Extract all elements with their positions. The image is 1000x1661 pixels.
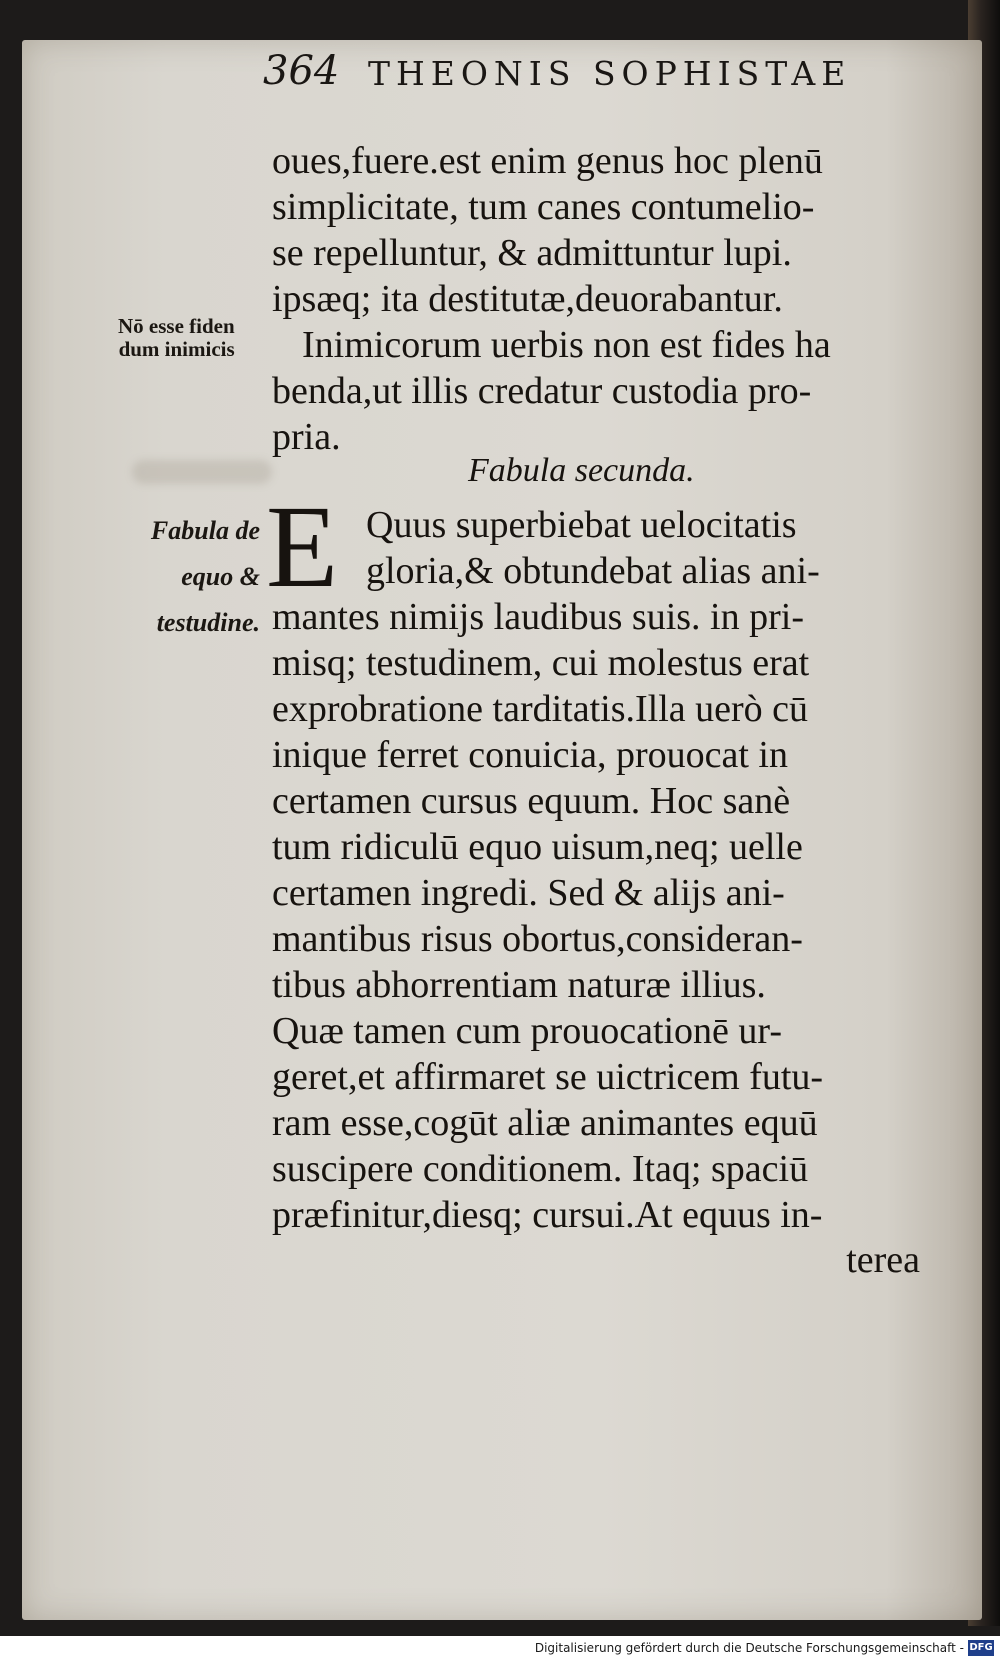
text-line: tum ridiculū equo uisum,neq; uelle (272, 826, 803, 868)
text-line: Inimicorum uerbis non est fides ha (302, 324, 831, 366)
running-head: THEONIS SOPHISTAE (368, 54, 852, 93)
text-line: tibus abhorrentiam naturæ illius. (272, 964, 766, 1006)
page-header (263, 48, 883, 104)
text-line: mantibus risus obortus,consideran- (272, 918, 803, 960)
catchword: terea (846, 1239, 920, 1281)
footer-bar (0, 1636, 1000, 1661)
text-line: Quus superbiebat uelocitatis (366, 504, 797, 546)
text-line: Quæ tamen cum prouocationē ur- (272, 1010, 782, 1052)
dfg-logo: DFG (968, 1640, 994, 1656)
footer-credit: Digitalisierung gefördert durch die Deutsche Forschungsgemeinschaft - (534, 1641, 964, 1655)
fable-heading: Fabula secunda. (468, 452, 695, 489)
margin-note-2 (130, 508, 260, 646)
text-line: mantes nimijs laudibus suis. in pri- (272, 596, 804, 638)
margin-note-line: equo & (181, 562, 260, 591)
text-line: certamen ingredi. Sed & alijs ani- (272, 872, 785, 914)
text-line: simplicitate, tum canes contumelio- (272, 186, 815, 228)
margin-note-line: Nō esse fiden (118, 314, 235, 338)
margin-note-line: testudine. (156, 608, 260, 637)
text-line: gloria,& obtundebat alias ani- (366, 550, 820, 592)
drop-cap: E (266, 481, 339, 612)
text-line: ipsæq; ita destitutæ,deuorabantur. (272, 278, 783, 320)
text-line: se repelluntur, & admittuntur lupi. (272, 232, 792, 274)
text-line: pria. (272, 416, 341, 458)
margin-note-1 (118, 315, 235, 361)
text-line: exprobratione tarditatis.Illa uerò cū (272, 688, 809, 730)
ink-smudge (132, 460, 272, 484)
text-line: inique ferret conuicia, prouocat in (272, 734, 788, 776)
text-line: benda,ut illis credatur custodia pro- (272, 370, 812, 412)
text-line: misq; testudinem, cui molestus erat (272, 642, 810, 684)
text-line: geret,et affirmaret se uictricem futu- (272, 1056, 824, 1098)
page-number: 364 (263, 48, 340, 94)
margin-note-line: dum inimicis (118, 337, 235, 361)
text-line: suscipere conditionem. Itaq; spaciū (272, 1148, 809, 1190)
margin-note-line: Fabula de (150, 516, 260, 545)
text-line: præfinitur,diesq; cursui.At equus in- (272, 1194, 823, 1236)
text-line: ram esse,cogūt aliæ animantes equū (272, 1102, 818, 1144)
text-line: certamen cursus equum. Hoc sanè (272, 780, 791, 822)
text-line: oues,fuere.est enim genus hoc plenū (272, 140, 823, 182)
